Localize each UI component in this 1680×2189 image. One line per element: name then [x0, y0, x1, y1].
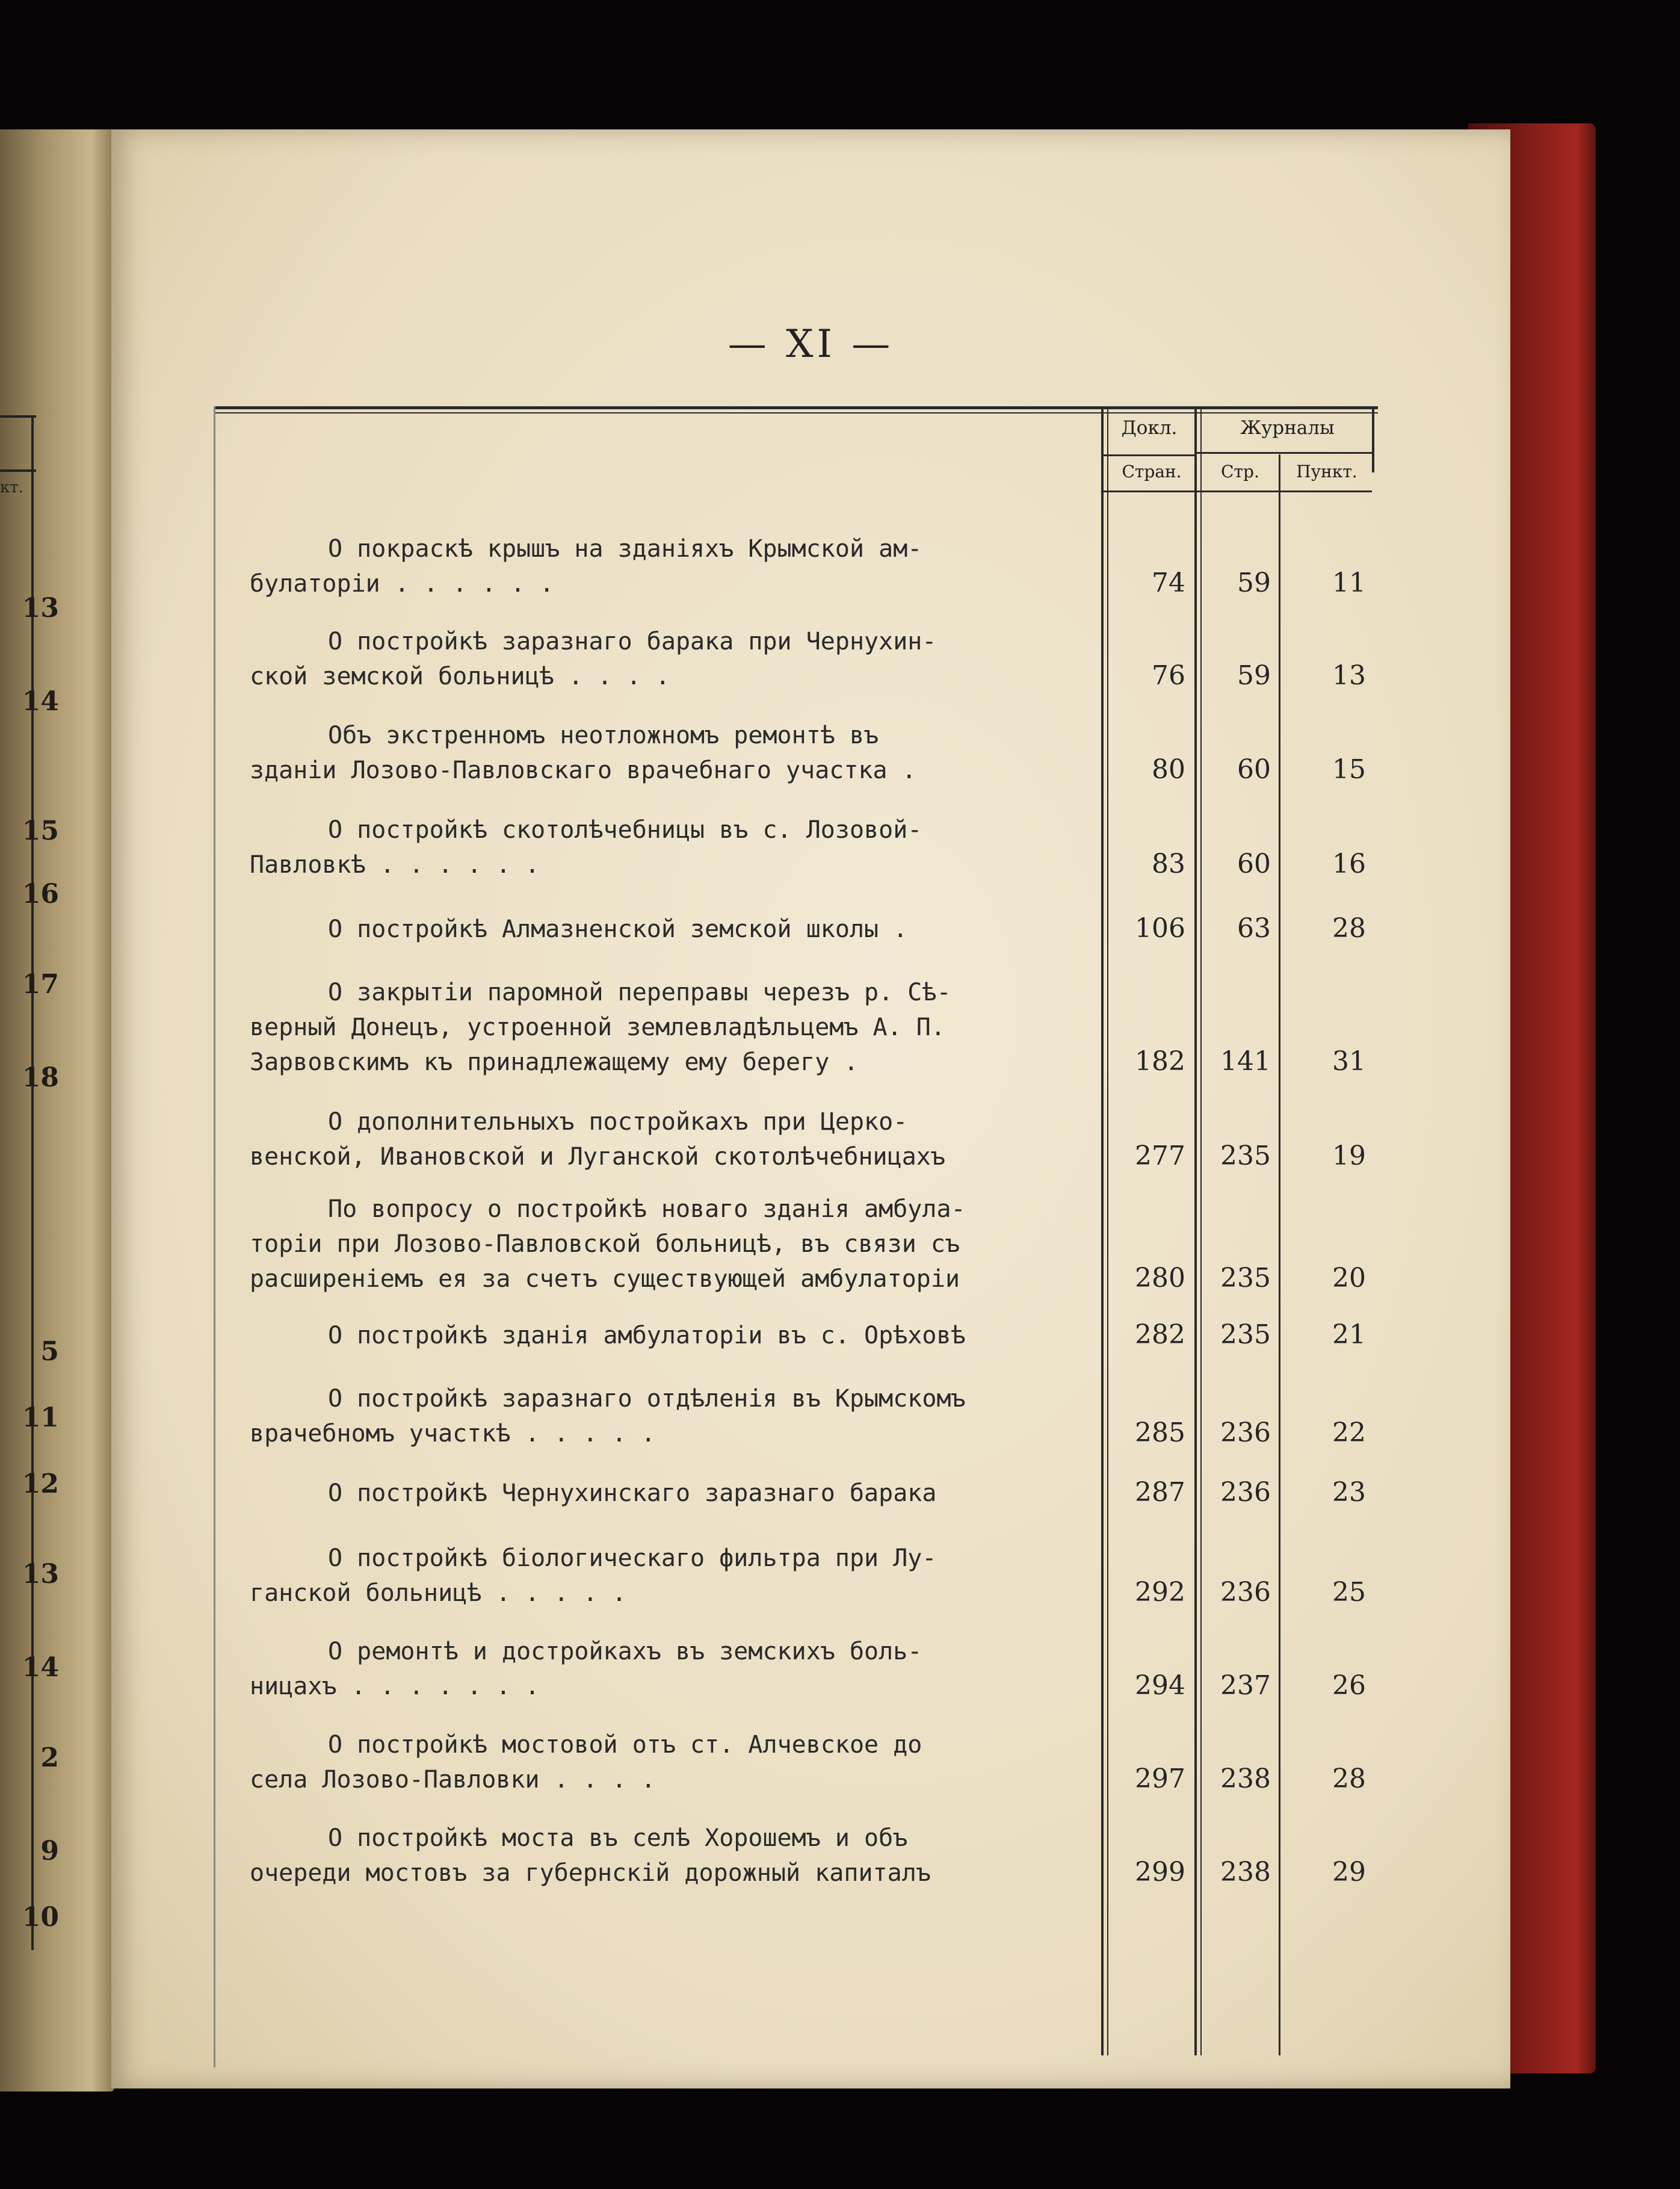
table-right-rule: [1372, 406, 1374, 472]
cell-dokl: 285: [1135, 1417, 1185, 1448]
table-row: [250, 1104, 1212, 1174]
entry-text-line: О постройкѣ заразнаго барака при Чернухин-: [328, 628, 937, 655]
cell-dokl: 297: [1135, 1763, 1185, 1794]
previous-page-rule: [0, 415, 36, 418]
table-row: [250, 718, 1212, 788]
cell-punkt: 13: [1332, 660, 1366, 691]
previous-page-header: кт.: [0, 478, 23, 497]
cell-punkt: 31: [1332, 1046, 1366, 1077]
entry-text-line: О постройкѣ заразнаго отдѣленія въ Крымскомъ: [328, 1385, 966, 1413]
cell-punkt: 15: [1332, 754, 1366, 785]
cell-dokl: 299: [1135, 1857, 1185, 1887]
cell-str: 59: [1237, 568, 1271, 598]
entry-text-line: врачебномъ участкѣ . . . . .: [250, 1420, 656, 1447]
column-header-str: Стр.: [1221, 462, 1259, 481]
entry-text-line: О постройкѣ Алмазненской земской школы .: [328, 915, 908, 943]
cell-dokl: 292: [1135, 1577, 1185, 1608]
table-row: [250, 1727, 1212, 1797]
table-row: [250, 1476, 1212, 1511]
entry-text-line: О постройкѣ біологическаго фильтра при Лу-: [328, 1544, 937, 1572]
previous-page-number: 15: [22, 816, 59, 846]
previous-page-number: 14: [22, 1652, 59, 1683]
entry-text-line: булаторіи . . . . . .: [250, 570, 554, 598]
entry-text-line: О покраскѣ крышъ на зданіяхъ Крымской ам-: [328, 535, 922, 563]
cell-str: 59: [1237, 660, 1271, 691]
entry-text-line: расширеніемъ ея за счетъ существующей амбулаторіи: [250, 1265, 960, 1293]
entry-text-line: Зарвовскимъ къ принадлежащему ему берегу .: [250, 1048, 859, 1076]
cell-dokl: 83: [1152, 849, 1185, 879]
previous-page-number: 12: [22, 1469, 59, 1499]
table-row: [250, 1192, 1212, 1296]
page-folio: — XI —: [727, 322, 894, 367]
cell-str: 235: [1220, 1141, 1271, 1171]
entry-text-line: ганской больницѣ . . . . .: [250, 1579, 627, 1607]
cell-punkt: 29: [1332, 1857, 1366, 1887]
entry-text-line: По вопросу о постройкѣ новаго зданія амбула-: [328, 1195, 966, 1223]
cell-dokl: 76: [1152, 660, 1185, 691]
table-left-rule: [214, 406, 215, 2067]
cell-str: 236: [1220, 1477, 1271, 1508]
cell-punkt: 16: [1332, 849, 1366, 879]
table-top-rule: [214, 406, 1378, 409]
cell-punkt: 28: [1332, 913, 1366, 944]
cell-dokl: 182: [1135, 1046, 1185, 1077]
cell-punkt: 21: [1332, 1319, 1366, 1350]
entry-text-line: Павловкѣ . . . . . .: [250, 851, 540, 879]
column-header-zhurnaly: Журналы: [1240, 417, 1335, 439]
cell-punkt: 20: [1332, 1263, 1366, 1293]
table-row: [250, 813, 1212, 882]
cell-dokl: 106: [1135, 913, 1185, 944]
cell-punkt: 25: [1332, 1577, 1366, 1608]
table-row: [250, 1318, 1212, 1353]
entry-text-line: ницахъ . . . . . . .: [250, 1673, 540, 1700]
previous-page-number: 18: [22, 1062, 59, 1093]
table-row: [250, 1381, 1212, 1451]
table-row: [250, 1821, 1212, 1890]
cell-str: 238: [1220, 1857, 1271, 1887]
cell-dokl: 282: [1135, 1319, 1185, 1350]
previous-page-number: 5: [40, 1336, 59, 1367]
table-row: [250, 531, 1212, 601]
entry-text-line: О постройкѣ Чернухинскаго заразнаго барака: [328, 1479, 937, 1507]
cell-punkt: 19: [1332, 1141, 1366, 1171]
column-header-punkt: Пункт.: [1296, 462, 1357, 481]
previous-page-number: 13: [22, 593, 59, 624]
cell-punkt: 11: [1332, 568, 1366, 598]
cell-str: 236: [1220, 1577, 1271, 1608]
previous-page-number: 11: [22, 1402, 59, 1433]
cell-punkt: 23: [1332, 1477, 1366, 1508]
entry-text-line: венской, Ивановской и Луганской скотолѣчебницахъ: [250, 1143, 945, 1171]
entry-text-line: О постройкѣ моста въ селѣ Хорошемъ и объ: [328, 1824, 908, 1852]
cell-str: 235: [1220, 1319, 1271, 1350]
cell-str: 238: [1220, 1763, 1271, 1794]
entry-text-line: очереди мостовъ за губернскій дорожный капиталъ: [250, 1859, 931, 1887]
entry-text-line: торіи при Лозово-Павловской больницѣ, въ связи съ: [250, 1230, 960, 1258]
previous-page-number: 9: [40, 1836, 59, 1866]
previous-page-number: 10: [22, 1902, 59, 1933]
previous-page-number: 17: [22, 969, 59, 1000]
previous-page-edge: [0, 129, 114, 2091]
column-header-stran: Стран.: [1122, 462, 1182, 481]
cell-str: 237: [1220, 1670, 1271, 1701]
previous-page-number: 13: [22, 1559, 59, 1590]
cell-str: 63: [1237, 913, 1271, 944]
cell-str: 60: [1237, 754, 1271, 785]
entry-text-line: села Лозово-Павловки . . . .: [250, 1766, 656, 1794]
cell-str: 60: [1237, 849, 1271, 879]
entry-text-line: О ремонтѣ и достройкахъ въ земскихъ боль-: [328, 1638, 922, 1665]
cell-dokl: 277: [1135, 1141, 1185, 1171]
previous-page-number: 14: [22, 686, 59, 717]
cell-dokl: 287: [1135, 1477, 1185, 1508]
previous-page-number: 2: [40, 1742, 59, 1773]
cell-str: 141: [1220, 1046, 1271, 1077]
cell-dokl: 74: [1152, 568, 1185, 598]
column-rule-punkt-left: [1279, 454, 1280, 2055]
header-rule-dokl: [1101, 454, 1194, 456]
entry-text-line: зданіи Лозово-Павловскаго врачебнаго участка .: [250, 757, 916, 784]
cell-punkt: 28: [1332, 1763, 1366, 1794]
entry-text-line: О закрытіи паромной переправы черезъ р. Сѣ-: [328, 979, 951, 1006]
entry-text-line: ской земской больницѣ . . . .: [250, 663, 670, 690]
table-row: [250, 975, 1212, 1080]
entry-text-line: Объ экстренномъ неотложномъ ремонтѣ въ: [328, 722, 879, 749]
table-row: [250, 624, 1212, 694]
column-header-dokl: Докл.: [1121, 417, 1178, 439]
cell-dokl: 280: [1135, 1263, 1185, 1293]
cell-dokl: 80: [1152, 754, 1185, 785]
header-bottom-rule: [1101, 491, 1372, 492]
entry-text-line: О постройкѣ скотолѣчебницы въ с. Лозовой-: [328, 816, 922, 844]
cell-punkt: 26: [1332, 1670, 1366, 1701]
entry-text-line: О постройкѣ мостовой отъ ст. Алчевское до: [328, 1731, 922, 1759]
cell-str: 236: [1220, 1417, 1271, 1448]
header-rule-journal: [1194, 452, 1372, 454]
table-top-rule-thin: [214, 412, 1378, 413]
table-row: [250, 1541, 1212, 1611]
cell-dokl: 294: [1135, 1670, 1185, 1701]
entry-text-line: верный Донецъ, устроенной землевладѣльцемъ А. П.: [250, 1014, 945, 1041]
previous-page-number: 16: [22, 879, 59, 909]
entry-text-line: О постройкѣ зданія амбулаторіи въ с. Орѣховѣ: [328, 1322, 966, 1349]
table-row: [250, 912, 1212, 947]
cell-punkt: 22: [1332, 1417, 1366, 1448]
table-row: [250, 1634, 1212, 1704]
book-page: [111, 129, 1510, 2088]
previous-page-rule: [0, 469, 36, 472]
cell-str: 235: [1220, 1263, 1271, 1293]
entry-text-line: О дополнительныхъ постройкахъ при Церко-: [328, 1108, 908, 1136]
